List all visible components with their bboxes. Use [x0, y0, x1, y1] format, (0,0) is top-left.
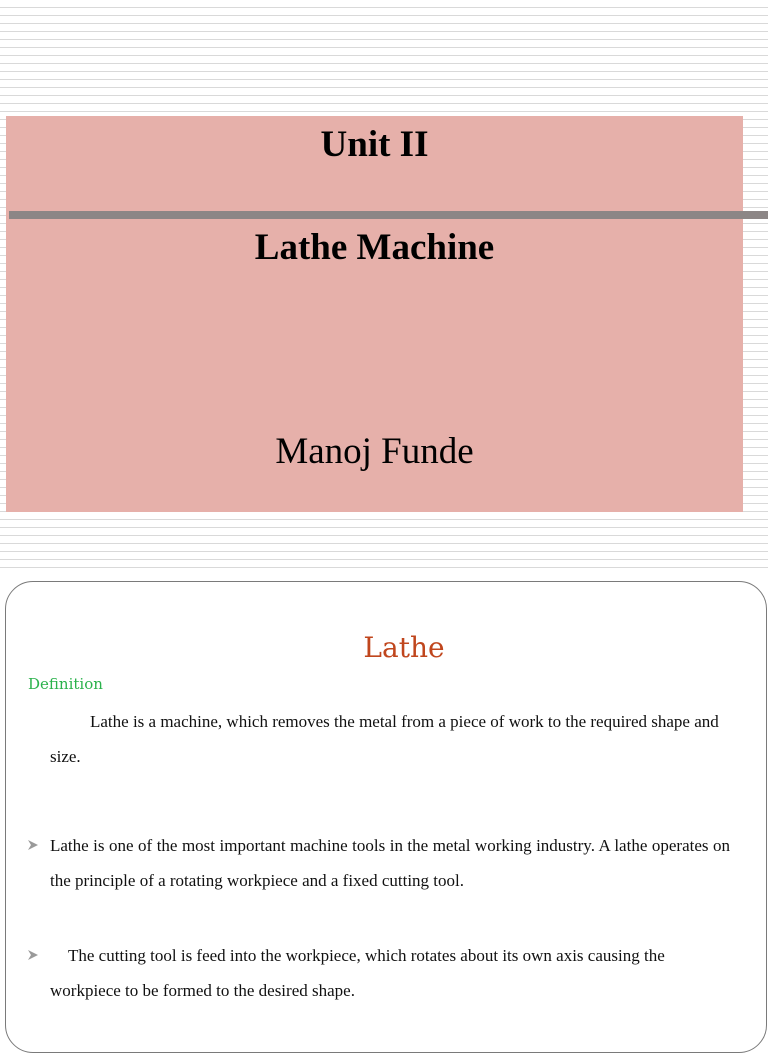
bullet-text: The cutting tool is feed into the workpiece, which rotates about its own axis causing the workpiece to be formed to the desired shape.: [50, 946, 665, 1000]
arrowhead-bullet-icon: [27, 839, 41, 853]
author-name: Manoj Funde: [275, 431, 474, 472]
bullet-item: [50, 938, 730, 1008]
title-divider: [9, 211, 768, 219]
unit-title: Unit II: [320, 124, 429, 165]
bullet-item: Lathe is one of the most important machine tools in the metal working industry. A lathe operates on the principle of a rotating workpiece and a fixed cutting tool.: [50, 836, 730, 890]
definition-text: Lathe is a machine, which removes the metal from a piece of work to the required shape and size.: [50, 712, 719, 766]
arrowhead-bullet-icon-svg: [27, 839, 39, 851]
subject-title: Lathe Machine: [254, 227, 495, 268]
arrowhead-bullet-icon-svg: [27, 949, 39, 961]
arrowhead-bullet-icon: [27, 949, 41, 963]
definition-label: Definition: [28, 675, 103, 693]
slide-heading: Lathe: [363, 631, 445, 664]
